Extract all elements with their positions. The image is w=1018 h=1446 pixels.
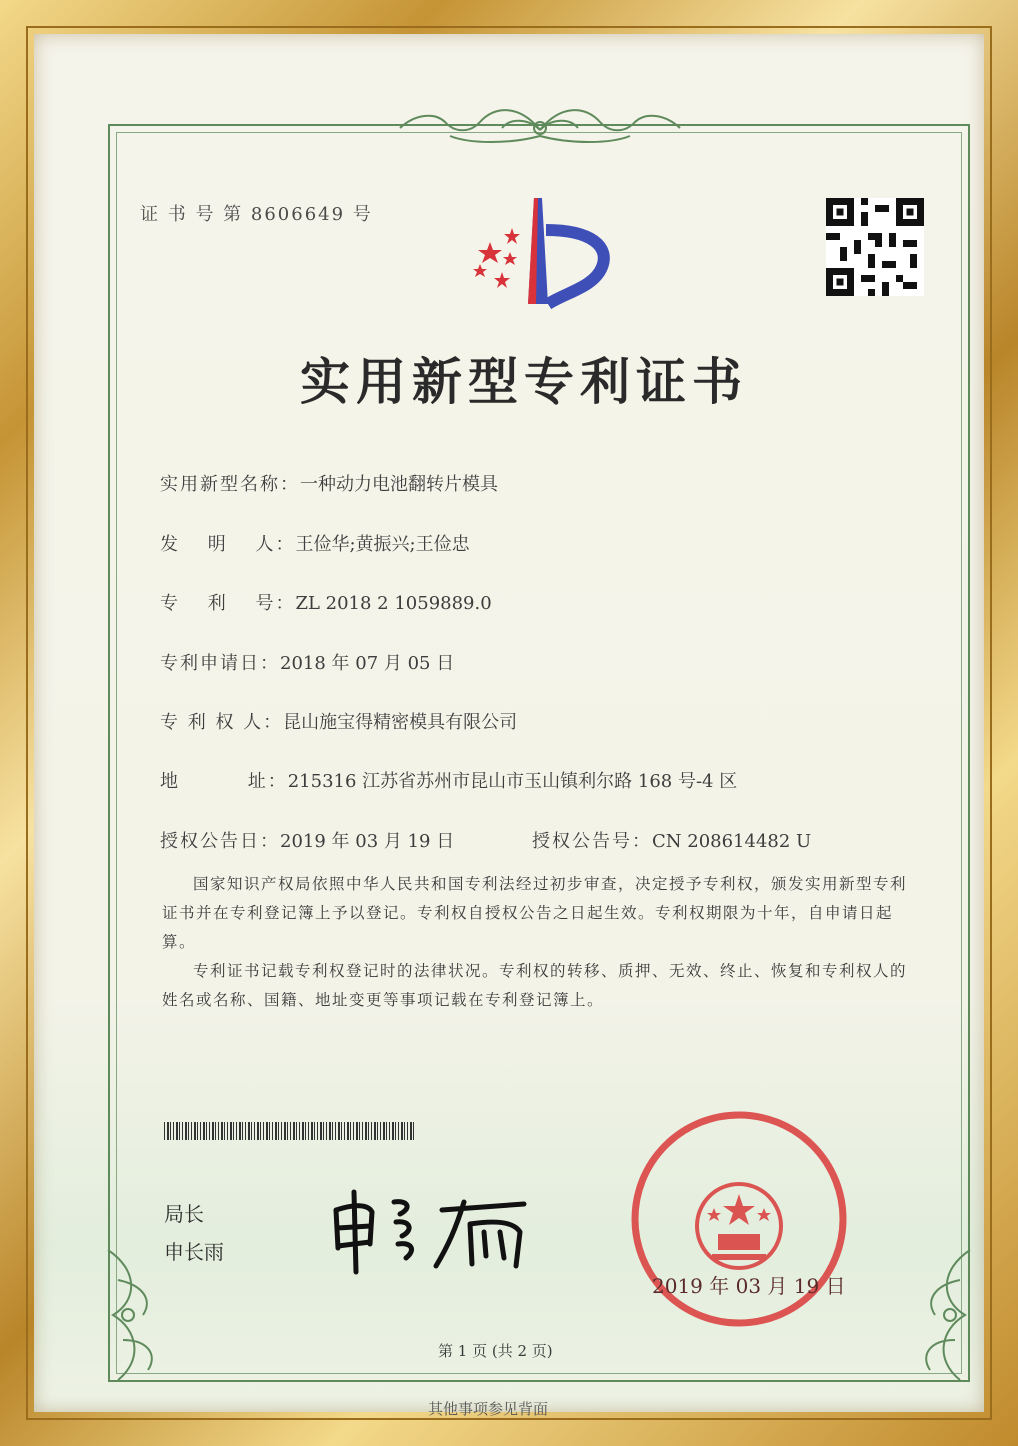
field-value: 昆山施宝得精密模具有限公司 [283,712,518,733]
certificate-title: 实用新型专利证书 [300,352,748,411]
grant-statement-paragraph: 国家知识产权局依照中华人民共和国专利法经过初步审查，决定授予专利权，颁发实用新型专利证书并在专利登记簿上予以登记。专利权自授权公告之日起生效。专利权期限为十年，自申请日起算。 [162,875,908,951]
field-label: 授权公告日： [160,831,280,852]
bottom-right-ornament-icon [900,1240,980,1390]
field-value: CN 208614482 U [652,831,812,852]
patent-office-logo-icon [462,192,622,312]
field-value: 215316 江苏省苏州市昆山市玉山镇利尔路 168 号-4 区 [287,771,738,792]
legal-status-paragraph: 专利证书记载专利权登记时的法律状况。专利权的转移、质押、无效、终止、恢复和专利权人的姓名或名称、国籍、地址变更等事项记载在专利登记簿上。 [162,962,908,1009]
field-inventor [160,530,470,556]
barcode [164,1122,414,1140]
director-name: 申长雨 [164,1240,224,1264]
field-value: 王俭华;黄振兴;王俭忠 [295,534,470,555]
back-note: 其他事项参见背面 [428,1400,549,1418]
certificate-number: 证 书 号 第 8606649 号 [140,204,373,225]
field-grant-number [532,827,811,853]
field-value: 2019 年 03 月 19 日 [280,831,455,852]
field-grant-date [160,827,454,853]
director-title: 局长 [164,1202,204,1226]
page-number: 第 1 页 (共 2 页) [438,1342,553,1360]
field-label: 专利申请日： [160,653,280,674]
field-label: 授权公告号： [532,831,652,852]
field-patent-number [160,589,492,615]
field-utility-model-name [160,470,498,496]
handwritten-signature-icon [324,1180,544,1280]
field-address [160,767,737,793]
field-label: 地 址： [160,771,288,792]
field-value: 2018 年 07 月 05 日 [280,653,455,674]
field-patentee [160,708,517,734]
field-label: 实用新型名称： [160,474,300,495]
field-value: ZL 2018 2 1059889.0 [295,593,492,614]
field-filing-date [160,649,454,675]
qr-code-icon [826,198,924,296]
field-value: 一种动力电池翻转片模具 [300,474,498,495]
field-label: 专 利 号： [160,593,296,614]
field-label: 发 明 人： [160,534,296,555]
field-label: 专 利 权 人： [160,712,284,733]
seal-date: 2019 年 03 月 19 日 [652,1274,846,1298]
top-ornament-icon [390,100,690,150]
